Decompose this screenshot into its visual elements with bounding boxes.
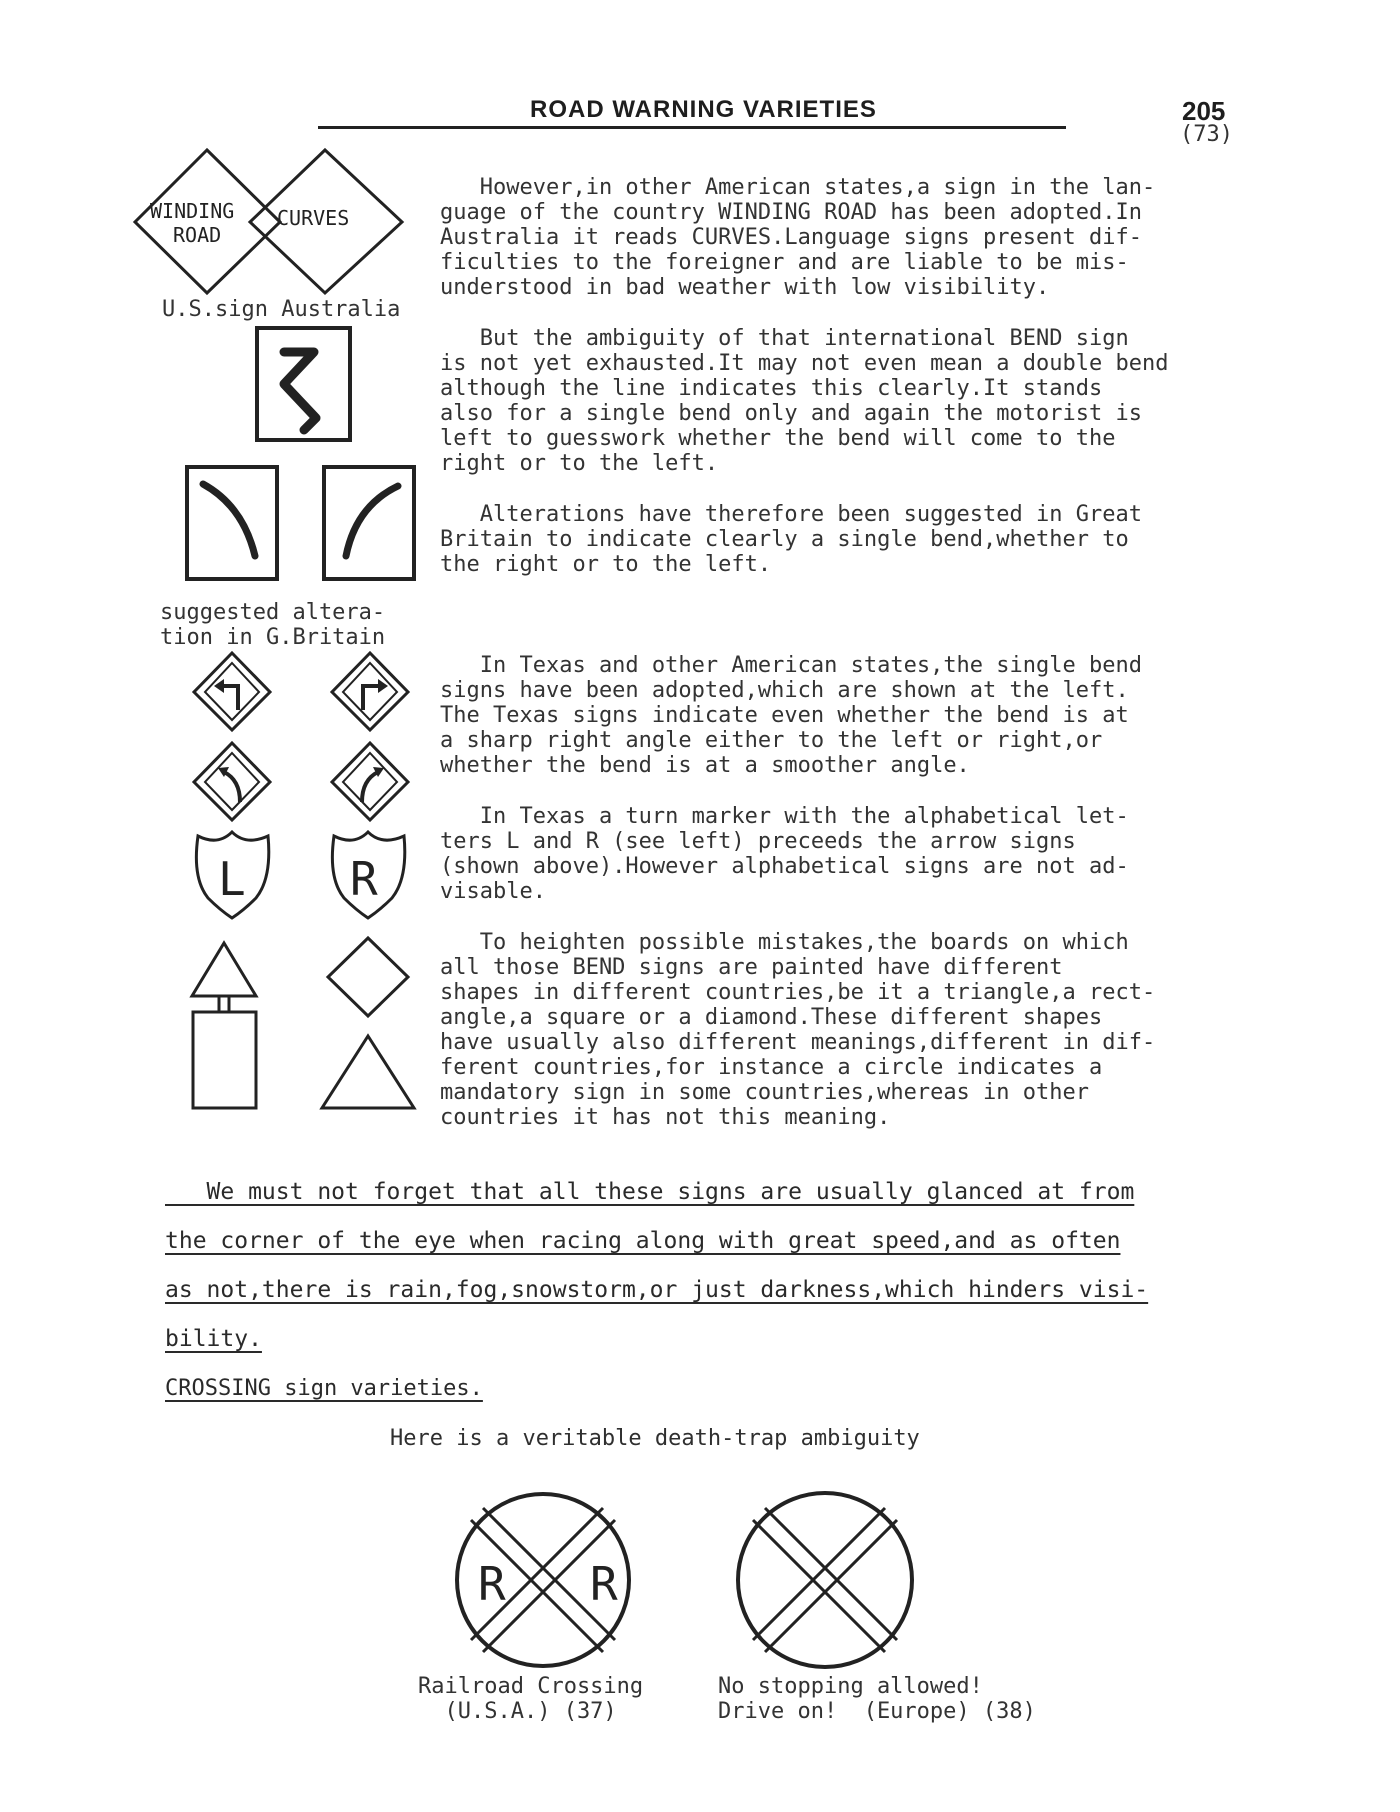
texas-smooth-right-sign xyxy=(332,743,408,820)
railroad-letter-left: R xyxy=(478,1557,506,1611)
crossing-heading: CROSSING sign varieties. xyxy=(165,1376,483,1401)
paragraph-texas-turn-marker: In Texas a turn marker with the alphabetical let- ters L and R (see left) preceeds the arrow signs (shown above).However alphabetical signs are not ad- visable. xyxy=(440,804,1129,904)
paragraph-language-signs: However,in other American states,a sign in the lan- guage of the country WINDING ROAD has been adopted.In Australia it reads CURVES.Language signs present dif- ficulties to the foreigner and are liable to be mis- understood in bad weather with low visibility. xyxy=(440,175,1156,300)
curves-sign xyxy=(250,150,402,293)
paragraph-board-shapes: To heighten possible mistakes,the boards on which all those BEND signs are painted have different shapes in different countries,be it a triangle,a rect- angle,a square or a diamond.These different shapes have usually also different meanings,different in dif- ferent countries,for instance a circle indicates a mandatory sign in some countries,whereas in other countries it has not this meaning. xyxy=(440,930,1156,1130)
texas-marker-r-letter: R xyxy=(350,852,378,906)
caption-railroad-crossing: Railroad Crossing (U.S.A.) (37) xyxy=(418,1674,644,1724)
warning-line: bility. xyxy=(165,1326,262,1352)
texas-marker-r-shield xyxy=(332,832,404,918)
caption-suggested-alteration: suggested altera- tion in G.Britain xyxy=(160,600,386,650)
diamond-over-triangle-board xyxy=(322,938,414,1108)
paragraph-alterations: Alterations have therefore been suggested in Great Britain to indicate clearly a single bend,whether to the right or to the left. xyxy=(440,502,1142,577)
winding-road-sign xyxy=(135,150,280,293)
page-title: ROAD WARNING VARIETIES xyxy=(530,96,877,123)
no-stopping-sign xyxy=(738,1493,912,1667)
single-bend-right-sign xyxy=(324,467,414,579)
winding-road-line2: ROAD xyxy=(173,223,222,247)
caption-us-australia: U.S.sign Australia xyxy=(162,297,401,322)
texas-marker-l-letter: L xyxy=(218,852,246,906)
texas-sharp-right-sign xyxy=(332,653,408,730)
double-bend-sign xyxy=(257,328,350,440)
caption-no-stopping: No stopping allowed! Drive on! (Europe) (38) xyxy=(718,1674,1036,1724)
triangle-over-rectangle-board xyxy=(192,943,256,1108)
crossing-subheading: Here is a veritable death-trap ambiguity xyxy=(390,1426,920,1451)
single-bend-left-sign xyxy=(187,467,277,579)
warning-paragraph xyxy=(165,1168,1245,1364)
texas-marker-l-shield xyxy=(196,832,268,918)
texas-smooth-left-sign xyxy=(194,743,270,820)
railroad-crossing-sign xyxy=(457,1494,629,1666)
page-number: 205 xyxy=(1182,96,1226,126)
railroad-letter-right: R xyxy=(590,1557,618,1611)
warning-line: We must not forget that all these signs are usually glanced at from xyxy=(165,1179,1135,1205)
paragraph-bend-ambiguity: But the ambiguity of that international BEND sign is not yet exhausted.It may not even mean a double bend although the line indicates this clearly.It stands also for a single bend only and again the motorist is left to guesswork whether the bend will come to the right or to the left. xyxy=(440,326,1169,476)
warning-line: as not,there is rain,fog,snowstorm,or just darkness,which hinders visi- xyxy=(165,1277,1149,1303)
winding-road-line1: WINDING xyxy=(150,199,235,223)
alt-page-number: (73) xyxy=(1180,122,1233,147)
paragraph-texas-bend-signs: In Texas and other American states,the single bend signs have been adopted,which are shown at the left. The Texas signs indicate even whether the bend is at a sharp right angle either to the left or right,or whether the bend is at a smoother angle. xyxy=(440,653,1142,778)
curves-sign-text: CURVES xyxy=(277,206,350,230)
texas-sharp-left-sign xyxy=(194,653,270,730)
warning-line: the corner of the eye when racing along with great speed,and as often xyxy=(165,1228,1121,1254)
